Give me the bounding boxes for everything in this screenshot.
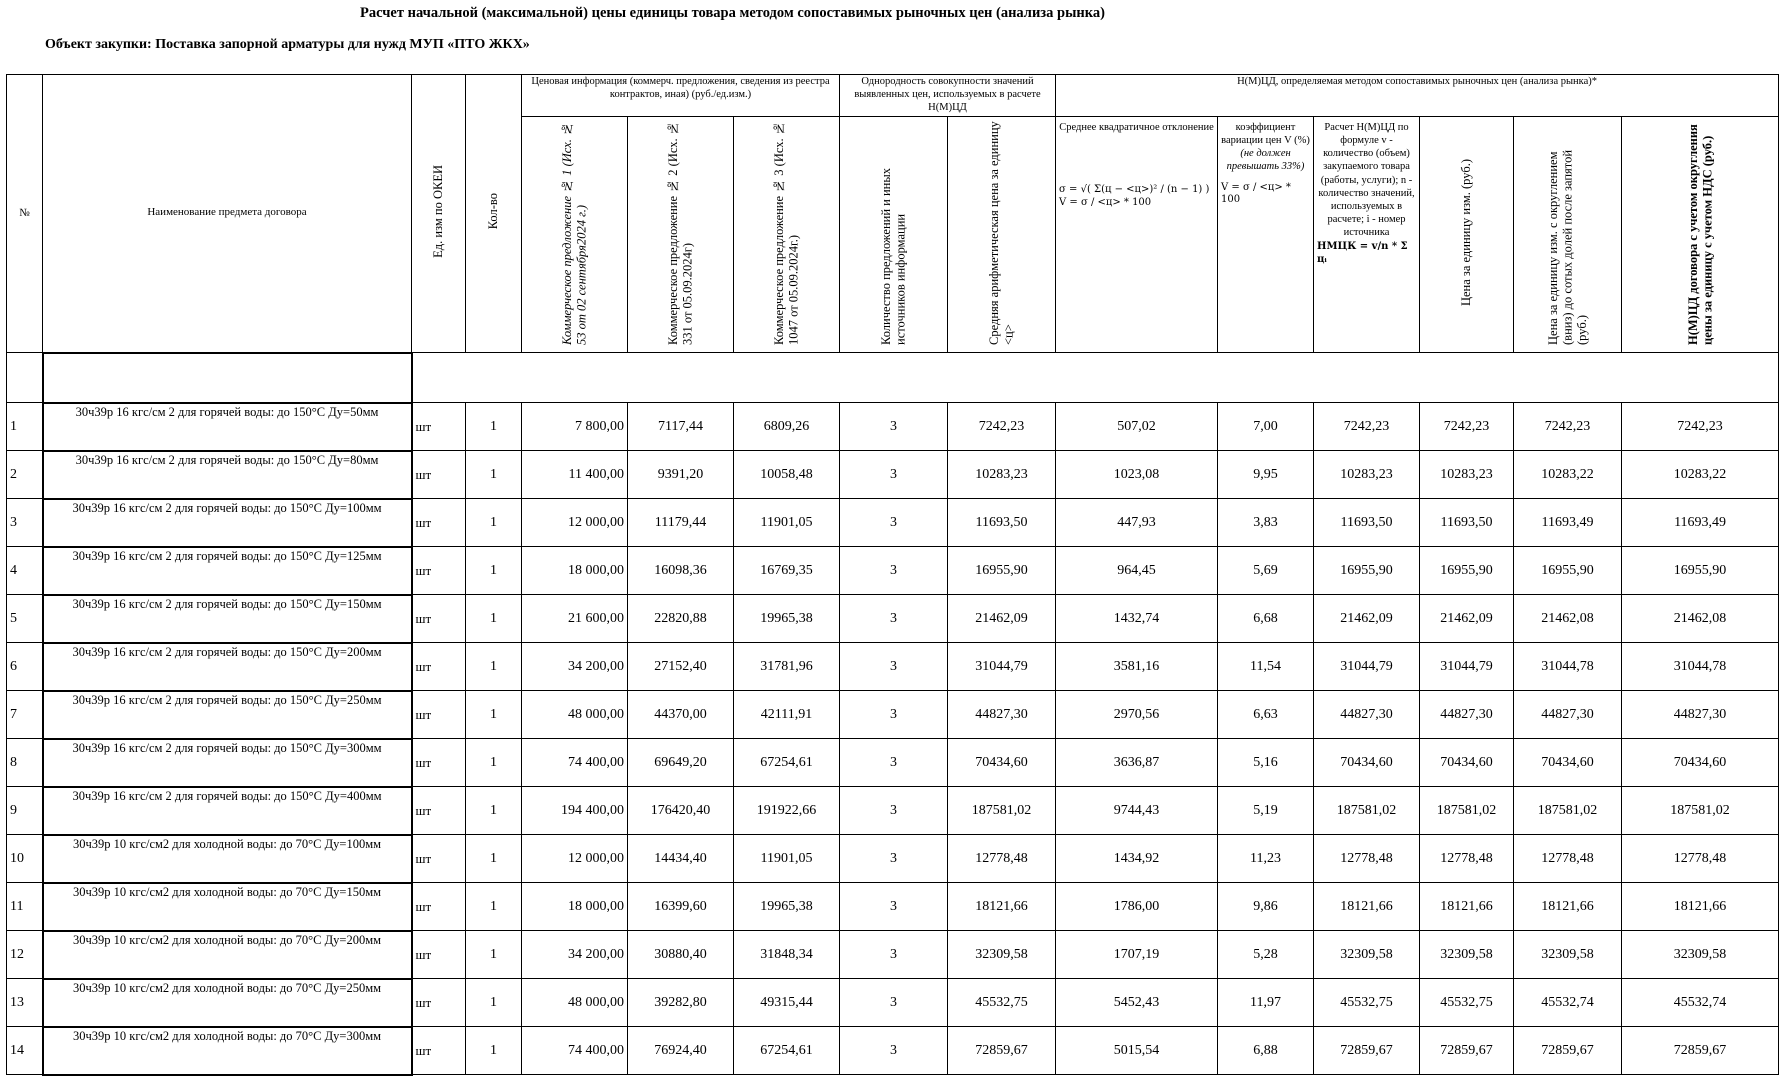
variation-coef: 11,54 [1218,643,1314,691]
table-row [7,1027,1779,1075]
unit-price-rounded: 44827,30 [1514,691,1622,739]
item-name: 30ч39р 16 кгс/см 2 для горячей воды: до 150°С Ду=200мм [43,643,412,691]
item-qty: 1 [466,1027,522,1075]
avg-price: 12778,48 [948,835,1056,883]
avg-price: 31044,79 [948,643,1056,691]
variation-coef: 3,83 [1218,499,1314,547]
unit-price-rounded: 31044,78 [1514,643,1622,691]
contract-price: 72859,67 [1622,1027,1779,1075]
item-qty: 1 [466,643,522,691]
variation-coef: 6,88 [1218,1027,1314,1075]
offer1-price: 18 000,00 [522,883,628,931]
contract-price: 12778,48 [1622,835,1779,883]
calc-nmcd: 45532,75 [1314,979,1420,1027]
row-number: 7 [7,691,43,739]
calc-nmcd: 12778,48 [1314,835,1420,883]
table-row [7,451,1779,499]
calc-nmcd: 32309,58 [1314,931,1420,979]
offer1-price: 12 000,00 [522,835,628,883]
offer2-price: 9391,20 [628,451,734,499]
offer2-price: 176420,40 [628,787,734,835]
item-name: 30ч39р 10 кгс/см2 для холодной воды: до 70°С Ду=300мм [43,1027,412,1075]
row-number: 6 [7,643,43,691]
avg-price: 10283,23 [948,451,1056,499]
avg-price: 32309,58 [948,931,1056,979]
item-name: 30ч39р 16 кгс/см 2 для горячей воды: до 150°С Ду=250мм [43,691,412,739]
calc-formula: НМЦК = v/n * Σ цᵢ [1317,241,1408,265]
source-count: 3 [840,1027,948,1075]
table-row [7,499,1779,547]
item-name: 30ч39р 16 кгс/см 2 для горячей воды: до 150°С Ду=80мм [43,451,412,499]
unit-price: 11693,50 [1420,499,1514,547]
table-row [7,787,1779,835]
header-variation: коэффициент вариации цен V (%) (не должен превышать 33%) V = σ / <ц> * 100 [1218,117,1314,353]
contract-price: 7242,23 [1622,403,1779,451]
variation-coef: 9,86 [1218,883,1314,931]
unit-price-rounded: 11693,49 [1514,499,1622,547]
item-qty: 1 [466,403,522,451]
item-name: 30ч39р 16 кгс/см 2 для горячей воды: до 150°С Ду=150мм [43,595,412,643]
row-number: 1 [7,403,43,451]
contract-price: 70434,60 [1622,739,1779,787]
offer3-price: 6809,26 [734,403,840,451]
source-count: 3 [840,739,948,787]
source-count: 3 [840,595,948,643]
std-deviation: 507,02 [1056,403,1218,451]
offer3-price: 42111,91 [734,691,840,739]
unit-price-rounded: 187581,02 [1514,787,1622,835]
contract-price: 16955,90 [1622,547,1779,595]
offer2-price: 7117,44 [628,403,734,451]
avg-price: 72859,67 [948,1027,1056,1075]
item-qty: 1 [466,595,522,643]
offer1-price: 48 000,00 [522,691,628,739]
variation-coef: 5,69 [1218,547,1314,595]
variation-coef: 6,68 [1218,595,1314,643]
item-unit: шт [412,883,466,931]
calc-nmcd: 31044,79 [1314,643,1420,691]
source-count: 3 [840,979,948,1027]
header-std-dev: Среднее квадратичное отклонение σ = √( Σ(ц − <ц>)² / (n − 1) ) V = σ / <ц> * 100 [1056,117,1218,353]
item-qty: 1 [466,835,522,883]
calc-nmcd: 70434,60 [1314,739,1420,787]
price-calculation-table [6,74,1779,1076]
header-contract-price: Н(М)ЦД договора с учетом округления цены за единицу с учетом НДС (руб.) [1622,117,1779,353]
header-homogeneity-group: Однородность совокупности значений выявленных цен, используемых в расчете Н(М)ЦД [840,75,1056,117]
offer2-price: 11179,44 [628,499,734,547]
calc-nmcd: 10283,23 [1314,451,1420,499]
variation-coef: 5,16 [1218,739,1314,787]
item-unit: шт [412,595,466,643]
variation-formula: V = σ / <ц> * 100 [1221,181,1291,205]
unit-price: 72859,67 [1420,1027,1514,1075]
item-unit: шт [412,979,466,1027]
std-deviation: 1432,74 [1056,595,1218,643]
item-unit: шт [412,451,466,499]
avg-price: 7242,23 [948,403,1056,451]
offer3-price: 16769,35 [734,547,840,595]
std-deviation: 3581,16 [1056,643,1218,691]
avg-price: 45532,75 [948,979,1056,1027]
header-num: № [7,75,43,353]
unit-price-rounded: 45532,74 [1514,979,1622,1027]
unit-price-rounded: 12778,48 [1514,835,1622,883]
item-name: 30ч39р 10 кгс/см2 для холодной воды: до 70°С Ду=200мм [43,931,412,979]
header-offer3: Коммерческое предложение № 3 (Исх. № 1047 от 05.09.2024г.) [734,117,840,353]
header-name: Наименование предмета договора [43,75,412,353]
calc-nmcd: 16955,90 [1314,547,1420,595]
std-deviation: 5015,54 [1056,1027,1218,1075]
item-qty: 1 [466,547,522,595]
header-unit-price-rounded: Цена за единицу изм. с округлением (вниз) до сотых долей после запятой (руб.) [1514,117,1622,353]
row-number: 5 [7,595,43,643]
calc-nmcd: 21462,09 [1314,595,1420,643]
unit-price: 70434,60 [1420,739,1514,787]
table-row [7,883,1779,931]
unit-price: 31044,79 [1420,643,1514,691]
offer3-price: 11901,05 [734,835,840,883]
unit-price-rounded: 10283,22 [1514,451,1622,499]
table-row [7,739,1779,787]
contract-price: 44827,30 [1622,691,1779,739]
offer3-price: 191922,66 [734,787,840,835]
unit-price-rounded: 7242,23 [1514,403,1622,451]
unit-price: 21462,09 [1420,595,1514,643]
unit-price-rounded: 32309,58 [1514,931,1622,979]
contract-price: 32309,58 [1622,931,1779,979]
source-count: 3 [840,499,948,547]
row-number: 13 [7,979,43,1027]
offer1-price: 194 400,00 [522,787,628,835]
unit-price: 16955,90 [1420,547,1514,595]
table-row [7,547,1779,595]
table-row [7,931,1779,979]
unit-price: 7242,23 [1420,403,1514,451]
offer2-price: 69649,20 [628,739,734,787]
calc-nmcd: 18121,66 [1314,883,1420,931]
contract-price: 18121,66 [1622,883,1779,931]
offer3-price: 10058,48 [734,451,840,499]
offer3-price: 31848,34 [734,931,840,979]
avg-price: 187581,02 [948,787,1056,835]
item-qty: 1 [466,739,522,787]
item-qty: 1 [466,499,522,547]
std-deviation: 9744,43 [1056,787,1218,835]
item-name: 30ч39р 16 кгс/см 2 для горячей воды: до 150°С Ду=100мм [43,499,412,547]
variation-coef: 11,23 [1218,835,1314,883]
contract-price: 187581,02 [1622,787,1779,835]
unit-price-rounded: 70434,60 [1514,739,1622,787]
std-deviation: 1786,00 [1056,883,1218,931]
item-unit: шт [412,739,466,787]
avg-price: 44827,30 [948,691,1056,739]
table-row [7,595,1779,643]
row-number: 3 [7,499,43,547]
source-count: 3 [840,643,948,691]
variation-coef: 9,95 [1218,451,1314,499]
unit-price: 10283,23 [1420,451,1514,499]
offer1-price: 48 000,00 [522,979,628,1027]
offer2-price: 16098,36 [628,547,734,595]
source-count: 3 [840,883,948,931]
header-unit-price: Цена за единицу изм. (руб.) [1420,117,1514,353]
item-qty: 1 [466,787,522,835]
unit-price-rounded: 72859,67 [1514,1027,1622,1075]
unit-price-rounded: 21462,08 [1514,595,1622,643]
unit-price: 187581,02 [1420,787,1514,835]
document-title: Расчет начальной (максимальной) цены единицы товара методом сопоставимых рыночных цен (анализа рынка) [360,5,1105,21]
item-unit: шт [412,643,466,691]
source-count: 3 [840,451,948,499]
avg-price: 70434,60 [948,739,1056,787]
contract-price: 31044,78 [1622,643,1779,691]
offer1-price: 74 400,00 [522,739,628,787]
table-row [7,835,1779,883]
variation-coef: 11,97 [1218,979,1314,1027]
unit-price: 12778,48 [1420,835,1514,883]
procurement-subject: Объект закупки: Поставка запорной арматуры для нужд МУП «ПТО ЖКХ» [45,37,530,52]
avg-price: 11693,50 [948,499,1056,547]
calc-nmcd: 7242,23 [1314,403,1420,451]
std-deviation: 964,45 [1056,547,1218,595]
header-offer2: Коммерческое предложение № 2 (Исх. № 331 от 05.09.2024г) [628,117,734,353]
row-number: 2 [7,451,43,499]
header-price-group: Ценовая информация (коммерч. предложения, сведения из реестра контрактов, иная) (руб./ед.изм.) [522,75,840,117]
variation-coef: 6,63 [1218,691,1314,739]
calc-nmcd: 44827,30 [1314,691,1420,739]
table-row [7,643,1779,691]
item-unit: шт [412,835,466,883]
source-count: 3 [840,835,948,883]
row-number: 9 [7,787,43,835]
unit-price: 45532,75 [1420,979,1514,1027]
std-deviation: 3636,87 [1056,739,1218,787]
std-deviation: 1434,92 [1056,835,1218,883]
header-calc: Расчет Н(М)ЦД по формуле v - количество (объем) закупаемого товара (работы, услуги); n - количество значений, используемых в расчете; i - номер источника НМЦК = v/n * Σ цᵢ [1314,117,1420,353]
item-unit: шт [412,691,466,739]
item-unit: шт [412,1027,466,1075]
variation-coef: 5,19 [1218,787,1314,835]
header-avg-price: Средняя арифметическая цена за единицу <ц> [948,117,1056,353]
item-unit: шт [412,499,466,547]
row-number: 11 [7,883,43,931]
offer1-price: 7 800,00 [522,403,628,451]
row-number: 12 [7,931,43,979]
variation-coef: 7,00 [1218,403,1314,451]
offer3-price: 19965,38 [734,883,840,931]
source-count: 3 [840,403,948,451]
item-qty: 1 [466,931,522,979]
offer1-price: 74 400,00 [522,1027,628,1075]
table-row [7,691,1779,739]
item-name: 30ч39р 16 кгс/см 2 для горячей воды: до 150°С Ду=300мм [43,739,412,787]
variation-coef: 5,28 [1218,931,1314,979]
offer1-price: 18 000,00 [522,547,628,595]
blank-row [7,353,1779,403]
item-qty: 1 [466,451,522,499]
header-qty: Кол-во [466,75,522,353]
contract-price: 10283,22 [1622,451,1779,499]
item-unit: шт [412,931,466,979]
item-qty: 1 [466,979,522,1027]
offer2-price: 39282,80 [628,979,734,1027]
std-deviation: 2970,56 [1056,691,1218,739]
unit-price: 44827,30 [1420,691,1514,739]
unit-price-rounded: 16955,90 [1514,547,1622,595]
row-number: 8 [7,739,43,787]
offer1-price: 12 000,00 [522,499,628,547]
contract-price: 11693,49 [1622,499,1779,547]
row-number: 14 [7,1027,43,1075]
offer3-price: 19965,38 [734,595,840,643]
table-row [7,403,1779,451]
item-name: 30ч39р 10 кгс/см2 для холодной воды: до 70°С Ду=100мм [43,835,412,883]
offer3-price: 67254,61 [734,739,840,787]
contract-price: 21462,08 [1622,595,1779,643]
table-row [7,979,1779,1027]
unit-price: 32309,58 [1420,931,1514,979]
calc-nmcd: 11693,50 [1314,499,1420,547]
offer3-price: 31781,96 [734,643,840,691]
offer1-price: 21 600,00 [522,595,628,643]
calc-nmcd: 72859,67 [1314,1027,1420,1075]
item-unit: шт [412,787,466,835]
item-name: 30ч39р 10 кгс/см2 для холодной воды: до 70°С Ду=150мм [43,883,412,931]
std-deviation: 1023,08 [1056,451,1218,499]
header-nmcd-group: Н(М)ЦД, определяемая методом сопоставимых рыночных цен (анализа рынка)* [1056,75,1779,117]
calc-nmcd: 187581,02 [1314,787,1420,835]
offer2-price: 16399,60 [628,883,734,931]
row-number: 10 [7,835,43,883]
header-count-sources: Количество предложений и иных источников информации [840,117,948,353]
unit-price: 18121,66 [1420,883,1514,931]
item-qty: 1 [466,883,522,931]
avg-price: 18121,66 [948,883,1056,931]
offer2-price: 14434,40 [628,835,734,883]
offer1-price: 11 400,00 [522,451,628,499]
source-count: 3 [840,547,948,595]
header-offer1: Коммерческое предложение № 1 (Исх. № 53 от 02 сентября2024 г.) [522,117,628,353]
offer3-price: 49315,44 [734,979,840,1027]
header-unit: Ед. изм по ОКЕИ [412,75,466,353]
offer2-price: 27152,40 [628,643,734,691]
source-count: 3 [840,787,948,835]
source-count: 3 [840,691,948,739]
item-name: 30ч39р 16 кгс/см 2 для горячей воды: до 150°С Ду=50мм [43,403,412,451]
offer3-price: 67254,61 [734,1027,840,1075]
item-qty: 1 [466,691,522,739]
row-number: 4 [7,547,43,595]
avg-price: 21462,09 [948,595,1056,643]
avg-price: 16955,90 [948,547,1056,595]
item-name: 30ч39р 10 кгс/см2 для холодной воды: до 70°С Ду=250мм [43,979,412,1027]
item-name: 30ч39р 16 кгс/см 2 для горячей воды: до 150°С Ду=125мм [43,547,412,595]
contract-price: 45532,74 [1622,979,1779,1027]
item-unit: шт [412,547,466,595]
offer2-price: 76924,40 [628,1027,734,1075]
offer2-price: 44370,00 [628,691,734,739]
std-dev-formula: σ = √( Σ(ц − <ц>)² / (n − 1) ) V = σ / <ц> * 100 [1059,184,1210,208]
offer2-price: 30880,40 [628,931,734,979]
offer2-price: 22820,88 [628,595,734,643]
std-deviation: 447,93 [1056,499,1218,547]
std-deviation: 5452,43 [1056,979,1218,1027]
unit-price-rounded: 18121,66 [1514,883,1622,931]
offer1-price: 34 200,00 [522,931,628,979]
std-deviation: 1707,19 [1056,931,1218,979]
item-name: 30ч39р 16 кгс/см 2 для горячей воды: до 150°С Ду=400мм [43,787,412,835]
offer3-price: 11901,05 [734,499,840,547]
offer1-price: 34 200,00 [522,643,628,691]
item-unit: шт [412,403,466,451]
source-count: 3 [840,931,948,979]
